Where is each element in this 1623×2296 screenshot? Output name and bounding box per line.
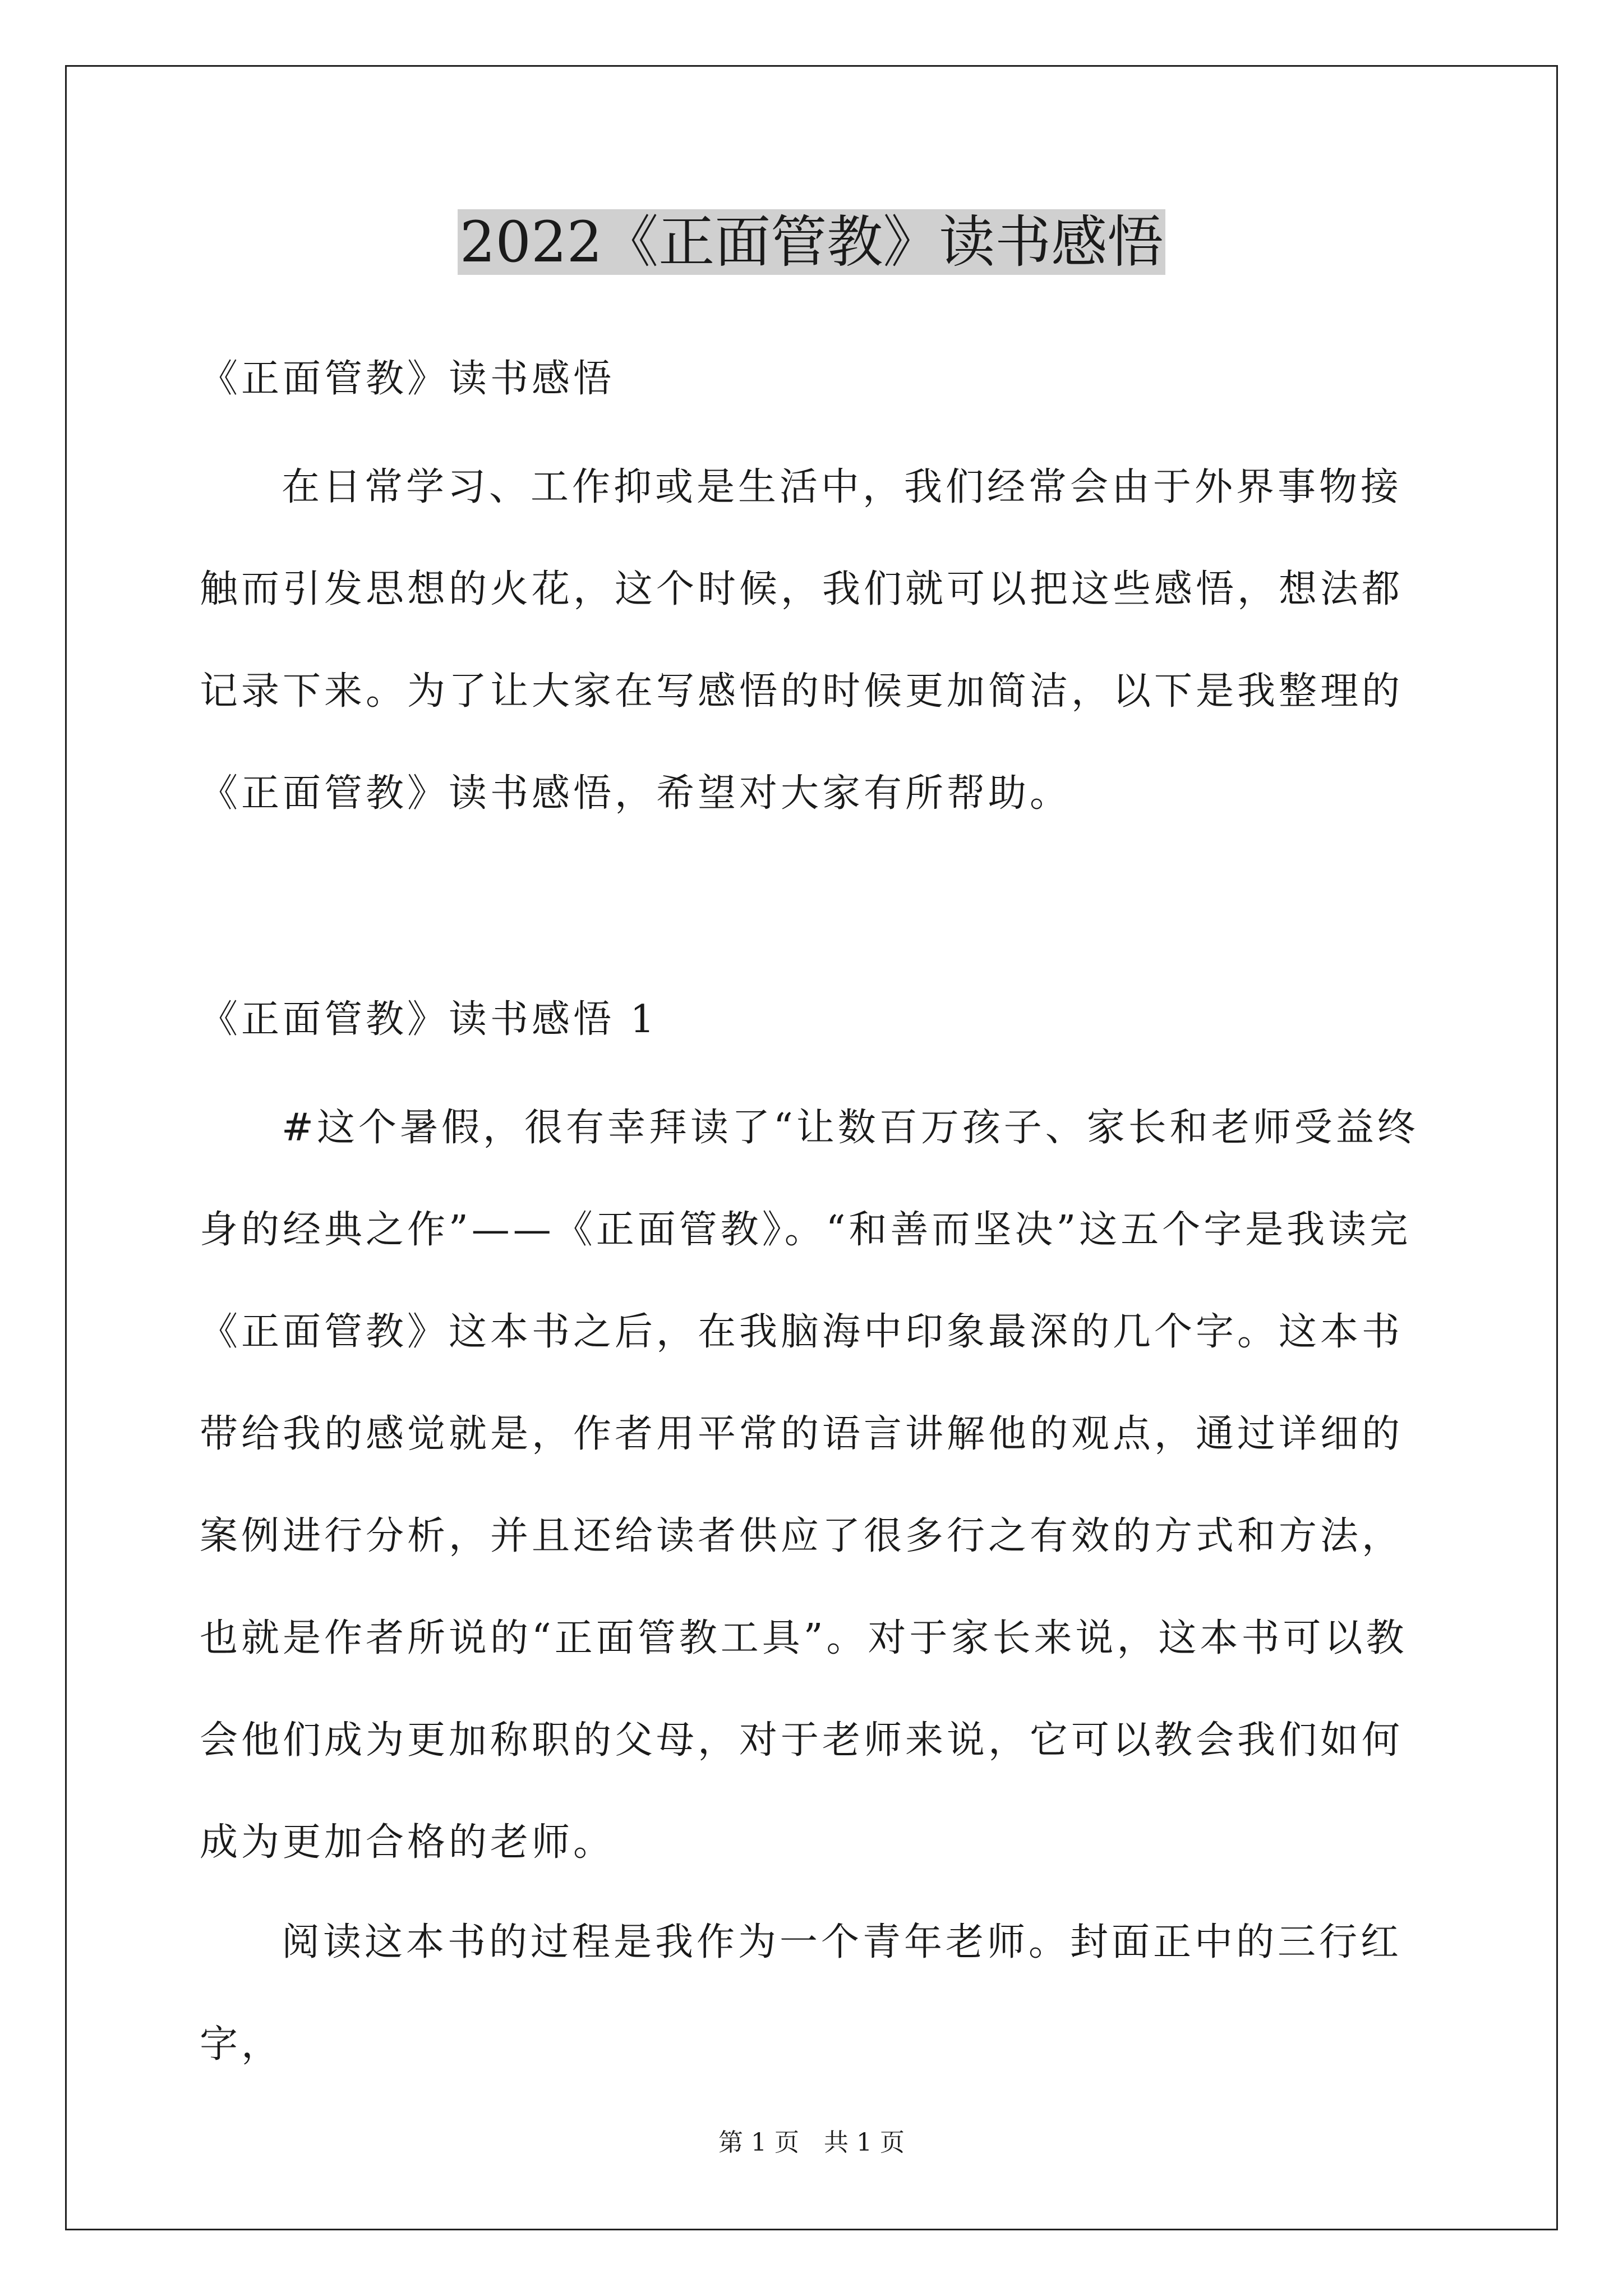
document-title <box>0 203 1623 282</box>
section-heading-1: 《正面管教》读书感悟 1 <box>200 997 658 1042</box>
page-footer: 第 1 页 共 1 页 <box>718 2128 905 2157</box>
document-subtitle: 《正面管教》读书感悟 <box>200 357 615 401</box>
paragraph-2: 阅读这本书的过程是我作为一个青年老师。封面正中的三行红字， <box>200 1920 1403 2067</box>
paragraph-1: #这个暑假，很有幸拜读了“让数百万孩子、家长和老师受益终身的经典之作”——《正面管教》。“和善而坚决”这五个字是我读完《正面管教》这本书之后，在我脑海中印象最深的几个字。这本书带给我的感觉就是，作者用平常的语言讲解他的观点，通过详细的案例进行分析，并且还给读者供应了很多行之有效的方式和方法，也就是作者所说的“正面管教工具”。对于家长来说，这本书可以教会他们成为更加称职的父母，对于老师来说，它可以教会我们如何成为更加合格的老师。 <box>200 1106 1419 1865</box>
intro-paragraph: 在日常学习、工作抑或是生活中，我们经常会由于外界事物接触而引发思想的火花，这个时候，我们就可以把这些感悟，想法都记录下来。为了让大家在写感悟的时候更加简洁，以下是我整理的《正面管教》读书感悟，希望对大家有所帮助。 <box>200 465 1404 816</box>
document-title-text: 2022《正面管教》读书感悟 <box>458 209 1166 275</box>
